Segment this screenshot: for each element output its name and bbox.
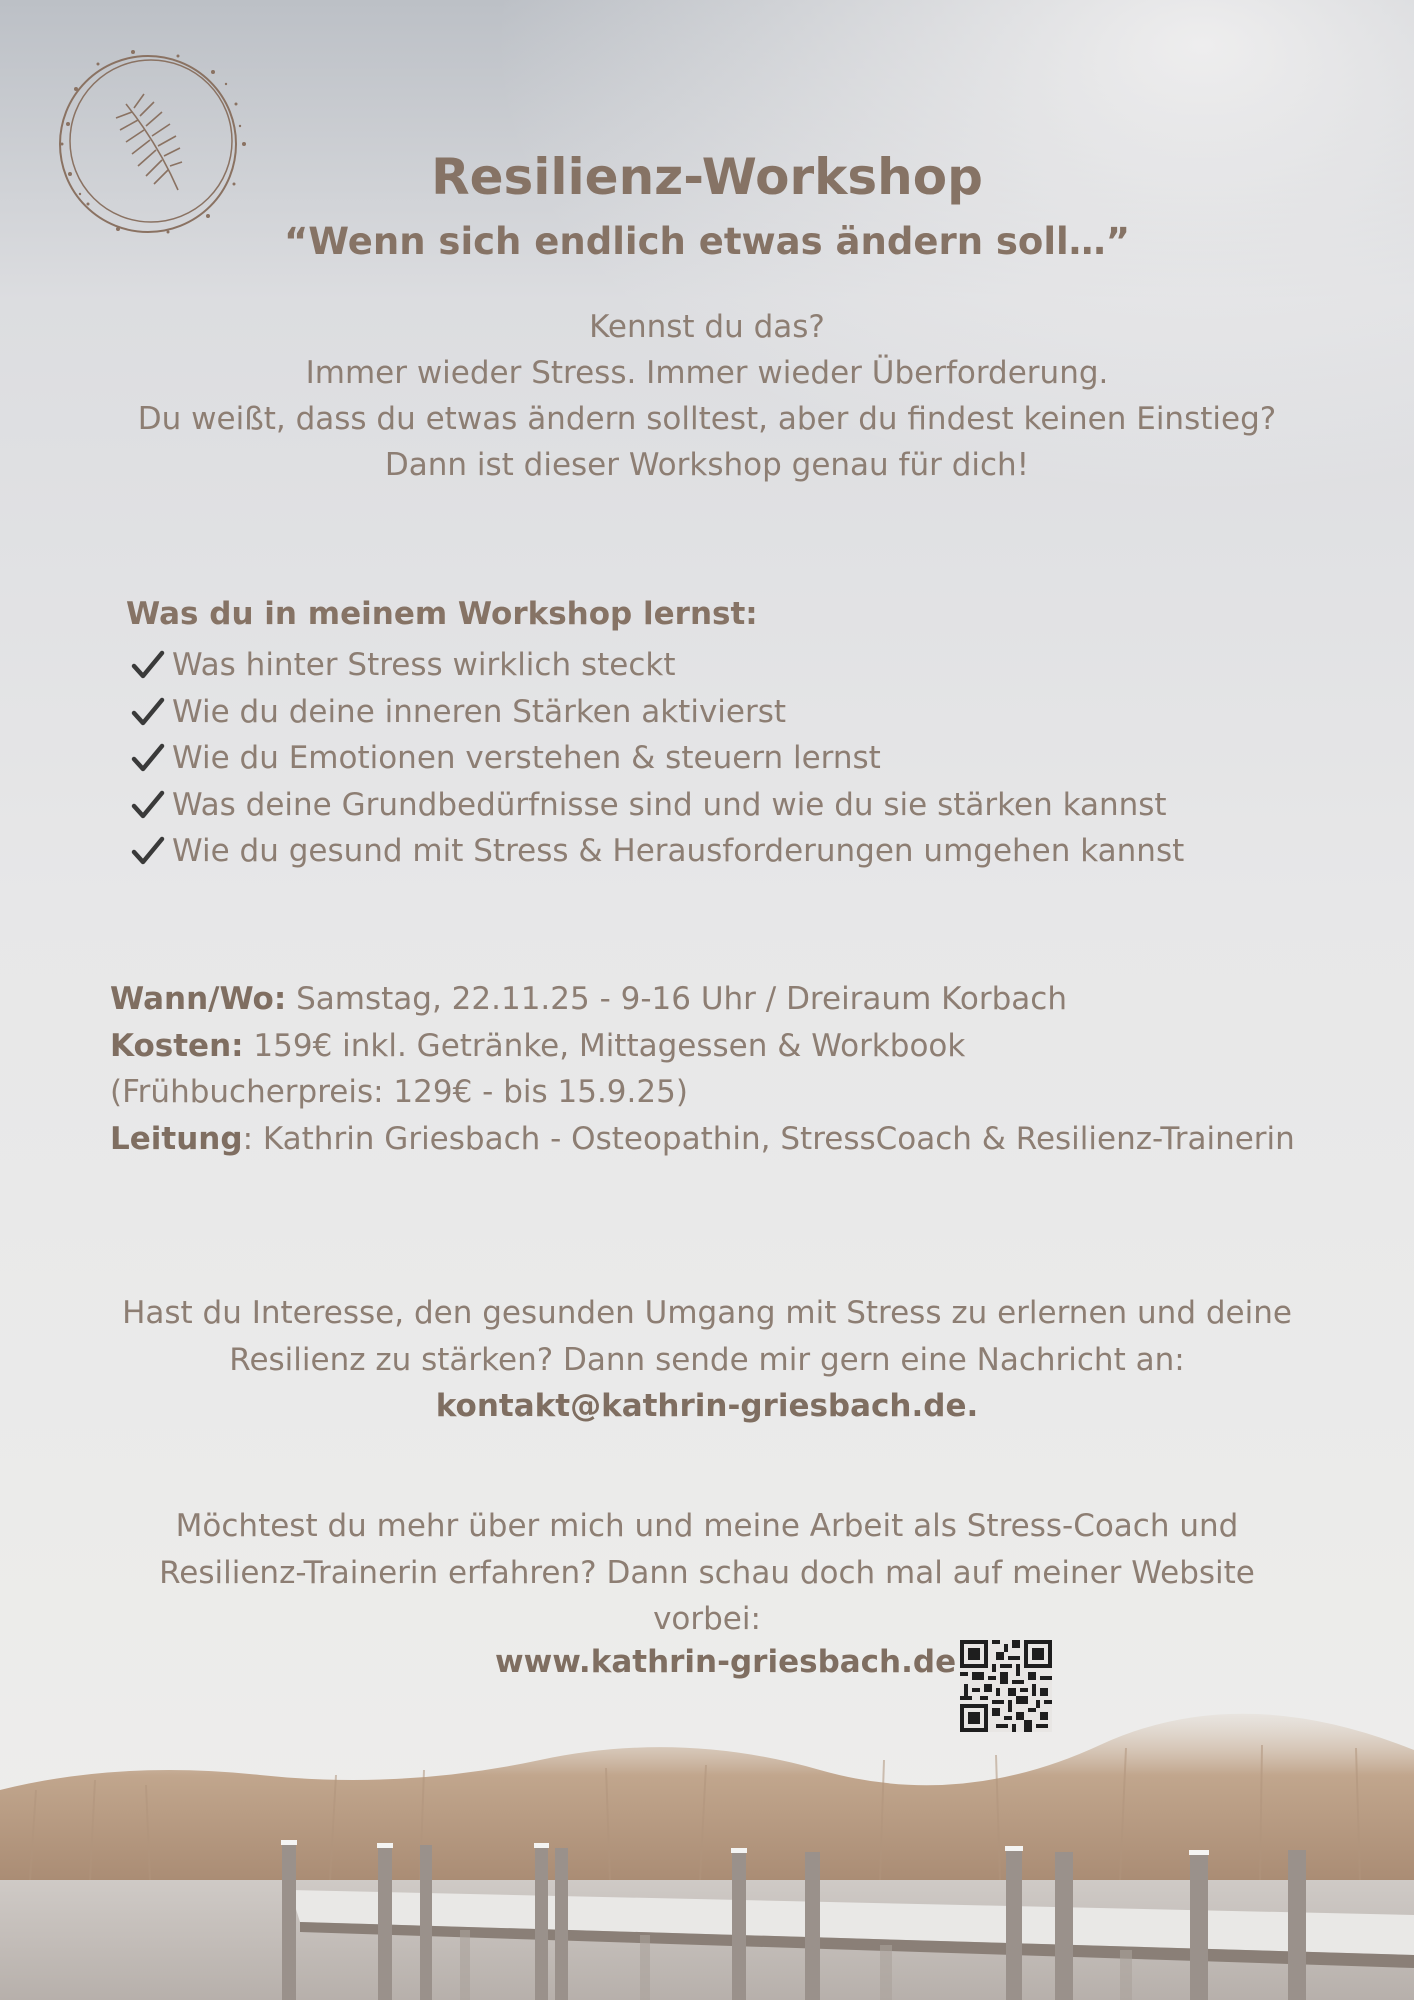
website-line: vorbei: <box>653 1601 761 1637</box>
cost-label: Kosten: <box>110 1027 244 1064</box>
lead-row <box>110 1116 1295 1163</box>
event-info <box>110 976 1295 1162</box>
website-line: Möchtest du mehr über mich und meine Arbeit als Stress-Coach und <box>175 1508 1239 1544</box>
website-section <box>0 1503 1414 1643</box>
lead-label: Leitung <box>110 1120 243 1157</box>
checkmark-icon <box>130 742 166 774</box>
page-subtitle: “Wenn sich endlich etwas ändern soll…” <box>283 220 1131 263</box>
list-item-label: Wie du Emotionen verstehen & steuern lernst <box>172 740 881 776</box>
list-item <box>130 642 1184 689</box>
page-title: Resilienz-Workshop <box>431 148 983 206</box>
when-label: Wann/Wo: <box>110 981 287 1017</box>
cost-value: 159€ inkl. Getränke, Mittagessen & Workbook <box>243 1027 966 1064</box>
contact-section <box>0 1290 1414 1430</box>
qr-code-icon[interactable] <box>960 1640 1052 1732</box>
learn-heading: Was du in meinem Workshop lernst: <box>126 596 758 632</box>
list-item <box>130 689 1184 736</box>
cost-row <box>110 1023 1295 1070</box>
list-item-label: Was hinter Stress wirklich steckt <box>172 647 676 683</box>
intro-line: Immer wieder Stress. Immer wieder Überforderung. <box>305 355 1109 391</box>
list-item-label: Wie du deine inneren Stärken aktivierst <box>172 693 787 730</box>
intro-line: Dann ist dieser Workshop genau für dich! <box>384 447 1030 483</box>
list-item <box>130 735 1184 782</box>
feather-wreath-logo <box>48 44 254 244</box>
list-item-label: Was deine Grundbedürfnisse sind und wie du sie stärken kannst <box>172 786 1167 823</box>
when-where-row <box>110 976 1295 1023</box>
intro-line: Kennst du das? <box>589 309 825 345</box>
checkmark-icon <box>130 789 166 821</box>
early-bird-price: (Frühbucherpreis: 129€ - bis 15.9.25) <box>110 1074 688 1110</box>
list-item <box>130 828 1184 875</box>
lead-value: : Kathrin Griesbach - Osteopathin, StressCoach & Resilienz-Trainerin <box>242 1120 1295 1157</box>
contact-line: Hast du Interesse, den gesunden Umgang mit Stress zu erlernen und deine <box>122 1295 1292 1331</box>
website-url-link[interactable]: www.kathrin-griesbach.de <box>495 1644 957 1680</box>
checkmark-icon <box>130 649 166 681</box>
checkmark-icon <box>130 835 166 867</box>
contact-email-link[interactable]: kontakt@kathrin-griesbach.de. <box>435 1388 979 1424</box>
learn-list <box>130 642 1184 875</box>
intro-line: Du weißt, dass du etwas ändern solltest, aber du findest keinen Einstieg? <box>137 401 1277 437</box>
contact-line: Resilienz zu stärken? Dann sende mir gern eine Nachricht an: <box>229 1341 1185 1378</box>
list-item <box>130 782 1184 829</box>
list-item-label: Wie du gesund mit Stress & Herausforderungen umgehen kannst <box>172 833 1185 869</box>
website-line: Resilienz-Trainerin erfahren? Dann schau doch mal auf meiner Website <box>159 1554 1255 1591</box>
when-value: Samstag, 22.11.25 - 9-16 Uhr / Dreiraum Korbach <box>286 981 1067 1017</box>
intro-text <box>0 304 1414 488</box>
checkmark-icon <box>130 696 166 728</box>
